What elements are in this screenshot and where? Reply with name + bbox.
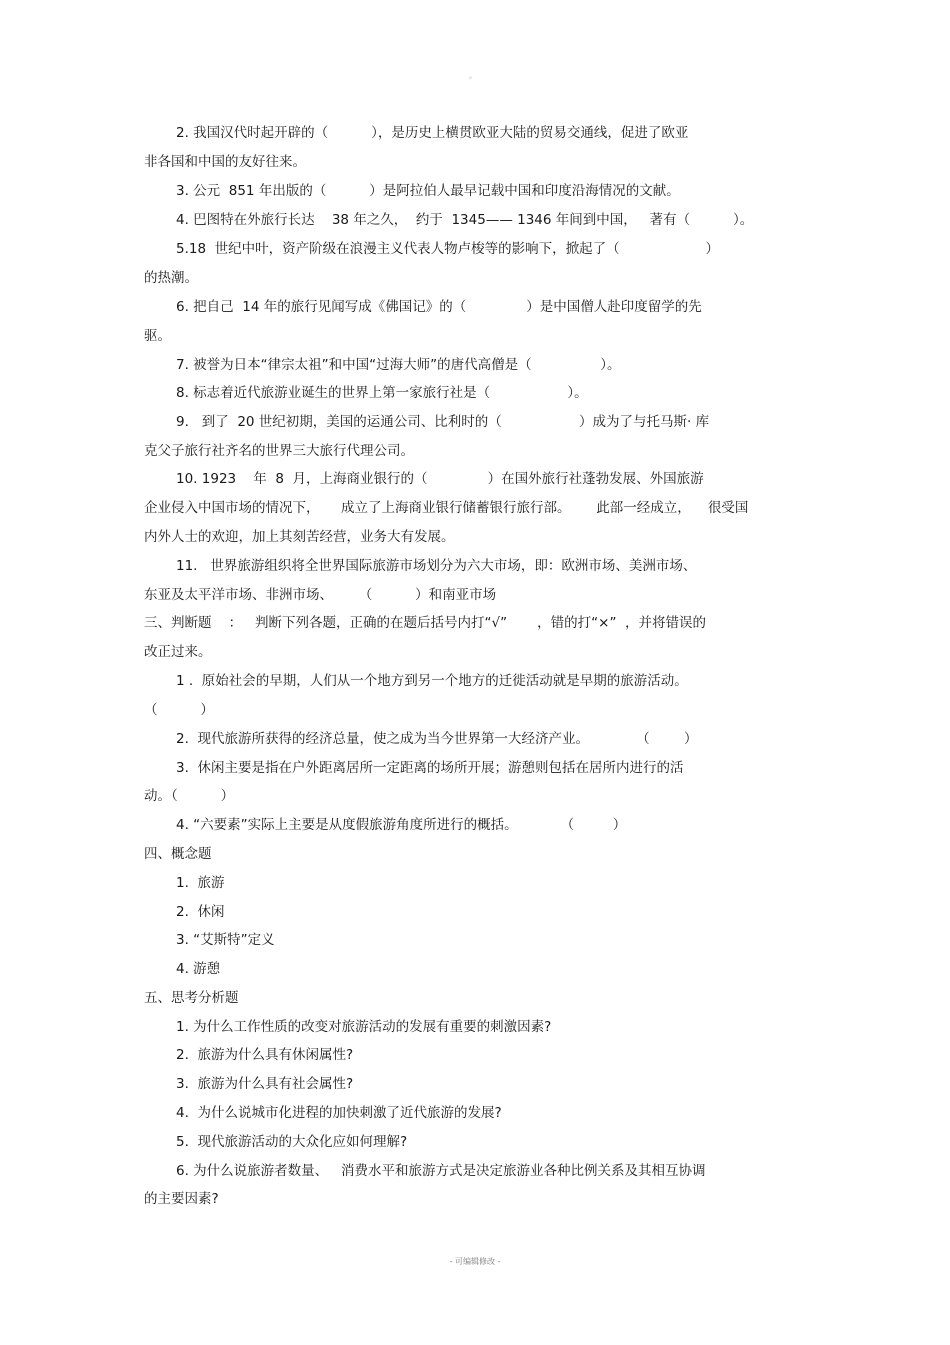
analysis-2: 2. 旅游为什么具有休闲属性? xyxy=(176,1047,354,1063)
q5-line-1: 5.18 世纪中叶，资产阶级在浪漫主义代表人物卢梭等的影响下，掀起了（ ） xyxy=(176,241,719,257)
concept-4: 4. 游憩 xyxy=(176,961,221,977)
q8-line: 8. 标志着近代旅游业诞生的世界上第一家旅行社是（ ）。 xyxy=(176,385,588,401)
q11-line-1: 11. 世界旅游组织将全世界国际旅游市场划分为六大市场，即：欧洲市场、美洲市场、 xyxy=(176,558,697,574)
q4-line: 4. 巴图特在外旅行长达 38 年之久， 约于 1345—— 1346 年间到中国， 著有（ ）。 xyxy=(176,212,754,228)
analysis-5: 5. 现代旅游活动的大众化应如何理解? xyxy=(176,1134,408,1150)
analysis-6-line-1: 6. 为什么说旅游者数量、 消费水平和旅游方式是决定旅游业各种比例关系及其相互协调 xyxy=(176,1163,706,1179)
judge-3-line-1: 3. 休闲主要是指在户外距离居所一定距离的场所开展；游憩则包括在居所内进行的活 xyxy=(176,760,684,776)
section-5-heading: 五、思考分析题 xyxy=(144,990,239,1006)
q2-line-1: 2. 我国汉代时起开辟的（ ），是历史上横贯欧亚大陆的贸易交通线，促进了欧亚 xyxy=(176,125,689,141)
q10-line-3: 内外人士的欢迎，加上其刻苦经营，业务大有发展。 xyxy=(144,529,455,545)
header-mark: 。 xyxy=(469,71,477,80)
q11-line-2: 东亚及太平洋市场、非洲市场、 （ ）和南亚市场 xyxy=(144,587,497,603)
q6-line-1: 6. 把自己 14 年的旅行见闻写成《佛国记》的（ ）是中国僧人赴印度留学的先 xyxy=(176,299,702,315)
judge-1-line-2: （ ） xyxy=(144,702,214,718)
analysis-6-line-2: 的主要因素? xyxy=(144,1191,219,1207)
judge-4-line: 4. “六要素”实际上主要是从度假旅游角度所进行的概括。 （ ） xyxy=(176,817,627,833)
analysis-3: 3. 旅游为什么具有社会属性? xyxy=(176,1076,354,1092)
judge-2-line: 2. 现代旅游所获得的经济总量，使之成为当今世界第一大经济产业。 （ ） xyxy=(176,731,698,747)
analysis-1: 1. 为什么工作性质的改变对旅游活动的发展有重要的刺激因素? xyxy=(176,1019,552,1035)
judge-3-line-2: 动。（ ） xyxy=(144,788,235,804)
concept-2: 2. 休闲 xyxy=(176,904,225,920)
q10-line-1: 10. 1923 年 8 月，上海商业银行的（ ）在国外旅行社蓬勃发展、外国旅游 xyxy=(176,471,704,487)
q9-line-1: 9. 到了 20 世纪初期，美国的运通公司、比利时的（ ）成为了与托马斯· 库 xyxy=(176,414,710,430)
q9-line-2: 克父子旅行社齐名的世界三大旅行代理公司。 xyxy=(144,443,414,459)
q3-line: 3. 公元 851 年出版的（ ）是阿拉伯人最早记载中国和印度沿海情况的文献。 xyxy=(176,183,680,199)
section-3-heading: 三、判断题 ： 判断下列各题，正确的在题后括号内打“√” ，错的打“×” ，并将错误的 xyxy=(144,615,707,631)
concept-3: 3. “艾斯特”定义 xyxy=(176,932,275,948)
judge-1-line-1: 1 . 原始社会的早期，人们从一个地方到另一个地方的迁徙活动就是早期的旅游活动。 xyxy=(176,673,688,689)
q5-line-2: 的热潮。 xyxy=(144,270,198,286)
concept-1: 1. 旅游 xyxy=(176,875,225,891)
q10-line-2: 企业侵入中国市场的情况下， 成立了上海商业银行储蓄银行旅行部。 此部一经成立， 很受国 xyxy=(144,500,749,516)
page-footer: - 可编辑修改 - xyxy=(449,1257,501,1266)
analysis-4: 4. 为什么说城市化进程的加快刺激了近代旅游的发展? xyxy=(176,1105,502,1121)
section-4-heading: 四、概念题 xyxy=(144,846,212,862)
q6-line-2: 驱。 xyxy=(144,328,171,344)
q7-line: 7. 被誉为日本“律宗太祖”和中国“过海大师”的唐代高僧是（ ）。 xyxy=(176,357,621,373)
section-3-heading-2: 改正过来。 xyxy=(144,644,212,660)
q2-line-2: 非各国和中国的友好往来。 xyxy=(144,154,306,170)
